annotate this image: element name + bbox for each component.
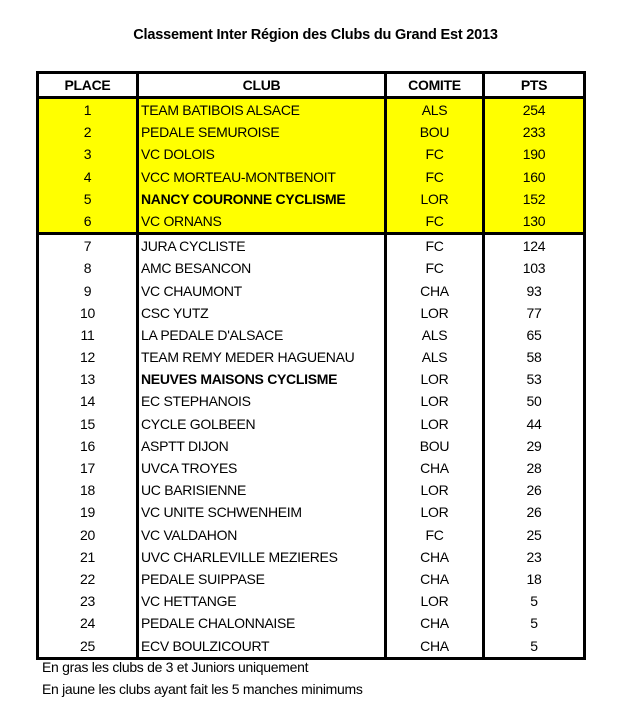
cell-club: UVCA TROYES	[139, 457, 387, 479]
cell-place: 14	[39, 390, 139, 412]
cell-place: 16	[39, 435, 139, 457]
cell-pts: 130	[485, 210, 583, 232]
cell-place: 12	[39, 346, 139, 368]
ranking-table	[36, 71, 586, 660]
cell-place: 18	[39, 479, 139, 501]
table-row	[39, 346, 583, 368]
table-row	[39, 479, 583, 501]
cell-club: UC BARISIENNE	[139, 479, 387, 501]
header-club: CLUB	[139, 74, 387, 96]
cell-club: VCC MORTEAU-MONTBENOIT	[139, 166, 387, 188]
cell-pts: 5	[530, 637, 538, 654]
legend-notes	[42, 656, 363, 700]
cell-pts: 23	[526, 548, 542, 565]
cell-comite: CHA	[387, 612, 485, 634]
cell-place: 11	[39, 324, 139, 346]
cell-comite: ALS	[387, 99, 485, 121]
cell-club: TEAM BATIBOIS ALSACE	[139, 99, 387, 121]
cell-place: 17	[39, 457, 139, 479]
cell-pts: 44	[526, 415, 542, 432]
cell-pts: 53	[526, 371, 542, 388]
header-comite: COMITE	[387, 74, 485, 96]
table-row	[39, 546, 583, 568]
cell-place: 7	[39, 235, 139, 257]
cell-place: 22	[39, 568, 139, 590]
cell-comite: LOR	[387, 590, 485, 612]
cell-pts: 5	[530, 615, 538, 632]
cell-club: ASPTT DIJON	[139, 435, 387, 457]
cell-pts: 160	[485, 166, 583, 188]
cell-club: EC STEPHANOIS	[139, 390, 387, 412]
cell-comite: CHA	[387, 568, 485, 590]
table-row	[39, 280, 583, 302]
cell-comite: LOR	[387, 188, 485, 210]
cell-club: AMC BESANCON	[139, 257, 387, 279]
cell-club: UVC CHARLEVILLE MEZIERES	[139, 546, 387, 568]
cell-comite: LOR	[387, 302, 485, 324]
cell-pts: 152	[485, 188, 583, 210]
table-row	[39, 143, 583, 165]
cell-pts: 26	[526, 504, 542, 521]
table-row	[39, 166, 583, 188]
cell-comite: BOU	[387, 435, 485, 457]
cell-comite: LOR	[387, 390, 485, 412]
cell-pts: 77	[526, 304, 542, 321]
cell-pts: 18	[526, 570, 542, 587]
cell-club: TEAM REMY MEDER HAGUENAU	[139, 346, 387, 368]
cell-club: PEDALE SUIPPASE	[139, 568, 387, 590]
table-row	[39, 635, 583, 657]
cell-comite: LOR	[387, 479, 485, 501]
cell-pts: 50	[526, 393, 542, 410]
cell-place: 8	[39, 257, 139, 279]
cell-place: 10	[39, 302, 139, 324]
table-row	[39, 302, 583, 324]
cell-club: PEDALE SEMUROISE	[139, 121, 387, 143]
cell-comite: LOR	[387, 413, 485, 435]
cell-comite: BOU	[387, 121, 485, 143]
cell-place: 5	[39, 188, 139, 210]
cell-comite: LOR	[387, 501, 485, 523]
cell-comite: ALS	[387, 324, 485, 346]
cell-pts: 28	[526, 460, 542, 476]
table-body	[39, 99, 583, 657]
cell-comite: CHA	[387, 635, 485, 657]
note-bold: En gras les clubs de 3 et Juniors uniquement	[42, 659, 309, 675]
table-header	[39, 74, 583, 99]
table-row	[39, 99, 583, 121]
table-row	[39, 501, 583, 523]
table-row	[39, 524, 583, 546]
table-row	[39, 413, 583, 435]
table-row	[39, 390, 583, 412]
cell-pts: 190	[485, 143, 583, 165]
cell-comite: FC	[387, 235, 485, 257]
cell-comite: FC	[387, 257, 485, 279]
table-row	[39, 121, 583, 143]
cell-comite: LOR	[387, 368, 485, 390]
cell-place: 15	[39, 413, 139, 435]
header-pts: PTS	[520, 77, 548, 93]
cell-place: 4	[39, 166, 139, 188]
table-row	[39, 568, 583, 590]
cell-club: VC HETTANGE	[139, 590, 387, 612]
cell-pts: 65	[526, 326, 542, 343]
cell-pts: 26	[526, 482, 542, 499]
cell-club: VC UNITE SCHWENHEIM	[139, 501, 387, 523]
cell-pts: 103	[522, 260, 546, 277]
cell-place: 24	[39, 612, 139, 634]
cell-comite: CHA	[387, 280, 485, 302]
table-row	[39, 257, 583, 279]
note-yellow: En jaune les clubs ayant fait les 5 manches minimums	[42, 681, 363, 697]
cell-place: 6	[39, 210, 139, 232]
cell-pts: 5	[530, 593, 538, 610]
cell-club: VC DOLOIS	[139, 143, 387, 165]
cell-club: NANCY COURONNE CYCLISME	[139, 188, 387, 210]
table-row	[39, 368, 583, 390]
cell-comite: CHA	[387, 457, 485, 479]
cell-place: 3	[39, 143, 139, 165]
cell-comite: ALS	[387, 346, 485, 368]
cell-club: VC VALDAHON	[139, 524, 387, 546]
cell-club: NEUVES MAISONS CYCLISME	[139, 368, 387, 390]
cell-pts: 93	[526, 282, 542, 299]
table-row	[39, 235, 583, 257]
cell-place: 23	[39, 590, 139, 612]
cell-place: 2	[39, 121, 139, 143]
cell-place: 9	[39, 280, 139, 302]
cell-club: PEDALE CHALONNAISE	[139, 612, 387, 634]
cell-comite: FC	[387, 143, 485, 165]
cell-comite: FC	[387, 524, 485, 546]
cell-pts: 58	[526, 349, 542, 366]
cell-club: LA PEDALE D'ALSACE	[139, 324, 387, 346]
table-row	[39, 210, 583, 235]
table-row	[39, 612, 583, 634]
cell-comite: FC	[387, 210, 485, 232]
cell-comite: FC	[387, 166, 485, 188]
table-row	[39, 324, 583, 346]
cell-place: 19	[39, 501, 139, 523]
cell-place: 21	[39, 546, 139, 568]
cell-pts: 25	[526, 526, 542, 543]
cell-place: 20	[39, 524, 139, 546]
cell-pts: 233	[485, 121, 583, 143]
cell-club: CYCLE GOLBEEN	[139, 413, 387, 435]
cell-club: CSC YUTZ	[139, 302, 387, 324]
cell-place: 25	[39, 635, 139, 657]
cell-club: VC ORNANS	[139, 210, 387, 232]
cell-place: 13	[39, 368, 139, 390]
cell-pts: 124	[522, 238, 546, 255]
cell-pts: 254	[485, 99, 583, 121]
cell-club: JURA CYCLISTE	[139, 235, 387, 257]
table-row	[39, 590, 583, 612]
cell-club: VC CHAUMONT	[139, 280, 387, 302]
cell-club: ECV BOULZICOURT	[139, 635, 387, 657]
table-row	[39, 435, 583, 457]
table-row	[39, 457, 583, 479]
page-title: Classement Inter Région des Clubs du Grand Est 2013	[133, 27, 498, 43]
cell-comite: CHA	[387, 546, 485, 568]
header-place: PLACE	[39, 74, 139, 96]
cell-pts: 29	[526, 437, 542, 454]
table-row	[39, 188, 583, 210]
cell-place: 1	[39, 99, 139, 121]
